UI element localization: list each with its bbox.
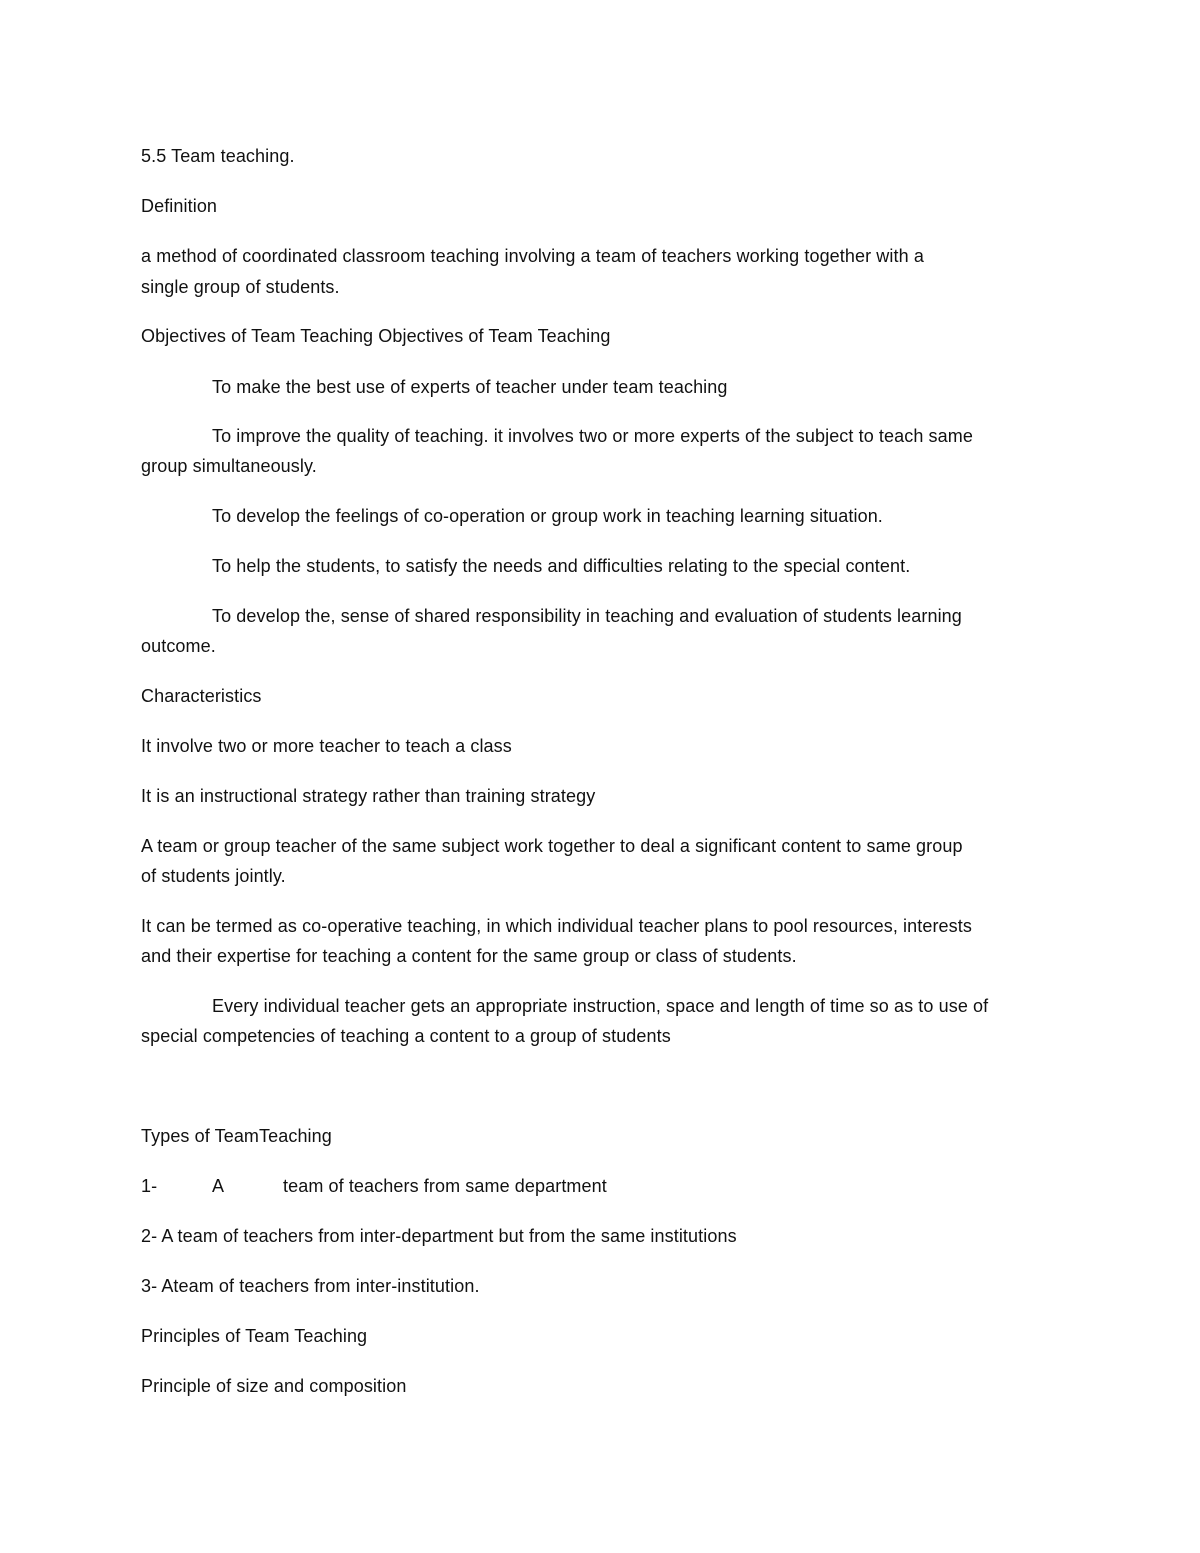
objective-item-2-line-1: To improve the quality of teaching. it involves two or more experts of the subject to teach same: [212, 426, 973, 446]
definition-text-line-1: a method of coordinated classroom teaching involving a team of teachers working together with a: [141, 246, 924, 266]
objective-item-5-line-2: outcome.: [141, 636, 216, 656]
type-item-1-number: 1-: [141, 1176, 158, 1196]
definition-text-line-2: single group of students.: [141, 277, 340, 297]
objectives-heading: Objectives of Team Teaching Objectives of Team Teaching: [141, 326, 611, 346]
characteristic-item-3-line-1: A team or group teacher of the same subject work together to deal a significant content to same group: [141, 836, 963, 856]
objective-item-4: To help the students, to satisfy the needs and difficulties relating to the special content.: [212, 556, 911, 576]
characteristic-item-2: It is an instructional strategy rather than training strategy: [141, 786, 596, 806]
section-title: 5.5 Team teaching.: [141, 146, 295, 166]
type-item-3: 3- Ateam of teachers from inter-institution.: [141, 1276, 480, 1296]
objective-item-1: To make the best use of experts of teacher under team teaching: [212, 377, 728, 397]
objective-item-5-line-1: To develop the, sense of shared responsibility in teaching and evaluation of students learning: [212, 606, 962, 626]
objective-item-3: To develop the feelings of co-operation or group work in teaching learning situation.: [212, 506, 883, 526]
principle-item-1: Principle of size and composition: [141, 1376, 407, 1396]
characteristics-heading: Characteristics: [141, 686, 262, 706]
type-item-1-text: team of teachers from same department: [283, 1176, 607, 1196]
principles-heading: Principles of Team Teaching: [141, 1326, 368, 1346]
characteristic-item-4-line-1: It can be termed as co-operative teaching, in which individual teacher plans to pool resources, interests: [141, 916, 972, 936]
characteristic-item-4-line-2: and their expertise for teaching a content for the same group or class of students.: [141, 946, 797, 966]
definition-heading: Definition: [141, 196, 218, 216]
characteristic-item-5-line-1: Every individual teacher gets an appropriate instruction, space and length of time so as to use of: [212, 996, 989, 1016]
objective-item-2-line-2: group simultaneously.: [141, 456, 317, 476]
type-item-1-letter: A: [212, 1176, 225, 1196]
type-item-2: 2- A team of teachers from inter-department but from the same institutions: [141, 1226, 737, 1246]
characteristic-item-3-line-2: of students jointly.: [141, 866, 286, 886]
characteristic-item-5-line-2: special competencies of teaching a content to a group of students: [141, 1026, 671, 1046]
types-heading: Types of TeamTeaching: [141, 1126, 332, 1146]
characteristic-item-1: It involve two or more teacher to teach a class: [141, 736, 512, 756]
